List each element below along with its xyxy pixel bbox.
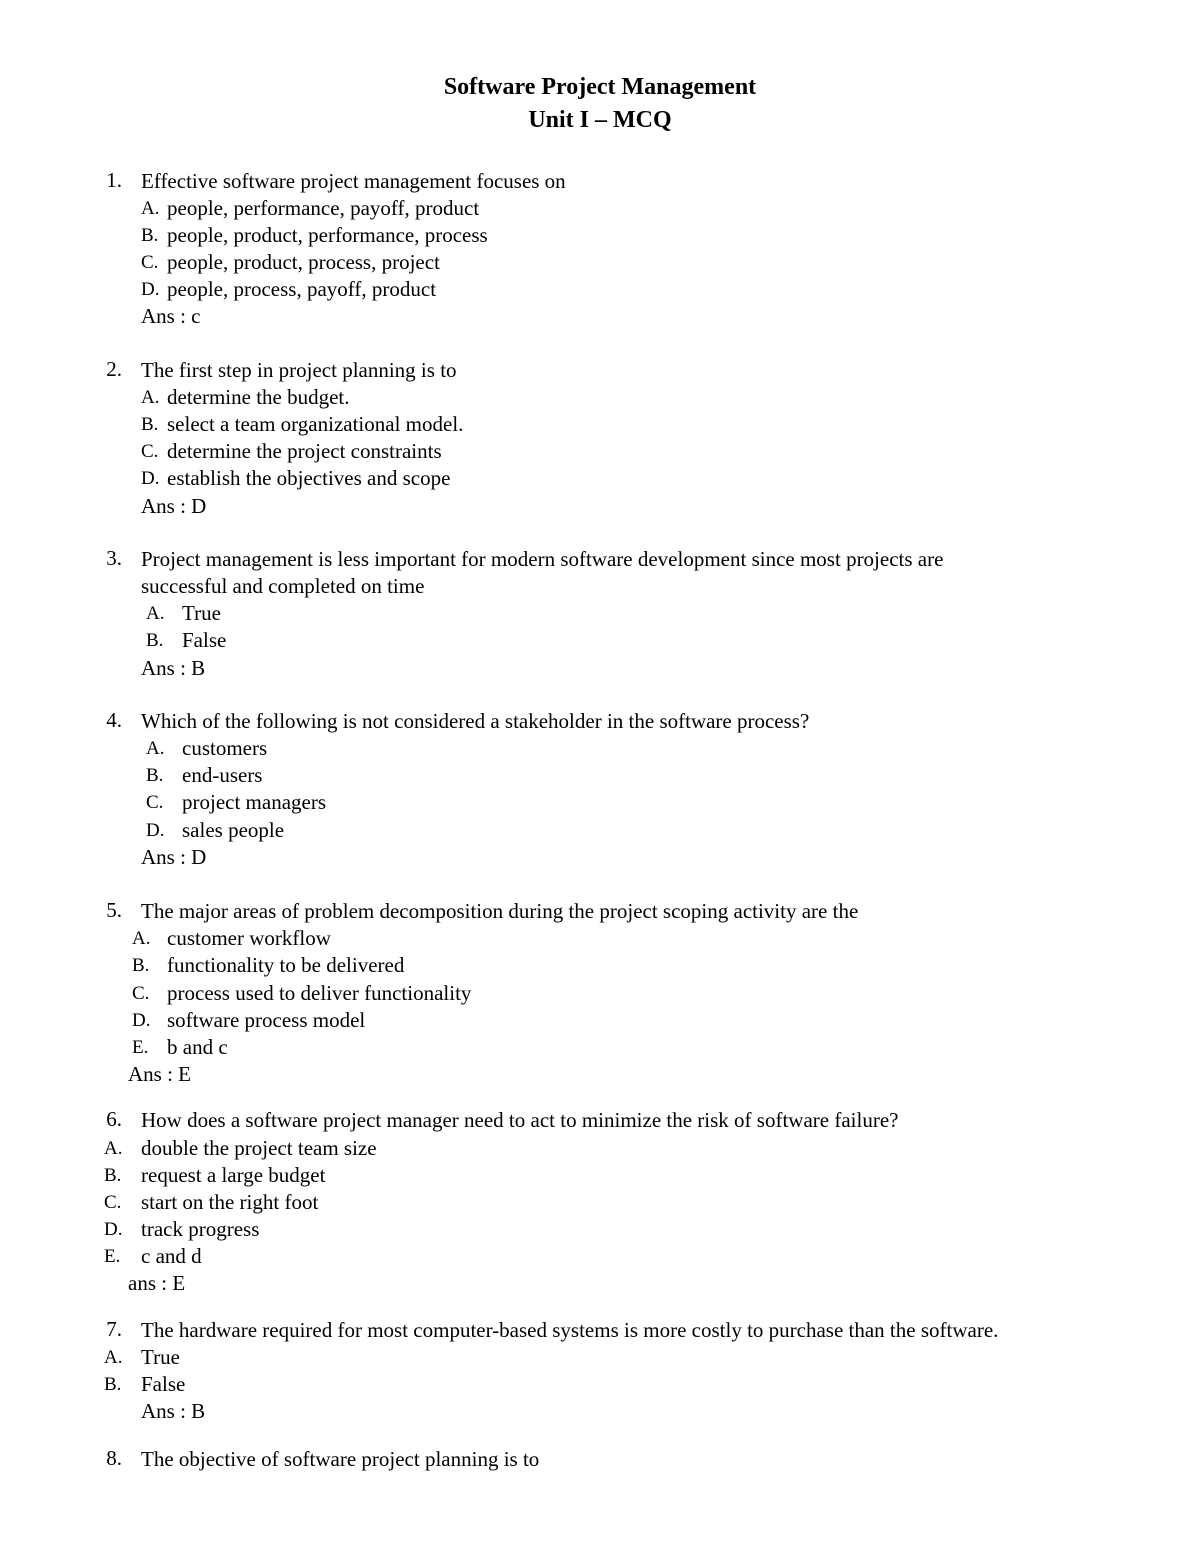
question-text: The hardware required for most computer-based systems is more costly to purchase than the software. xyxy=(141,1318,999,1342)
option-text: software process model xyxy=(167,1008,366,1032)
option-text: process used to deliver functionality xyxy=(167,981,472,1005)
option-letter: C. xyxy=(132,983,150,1004)
option-text: project managers xyxy=(182,790,327,814)
option-letter: D. xyxy=(104,1219,123,1240)
option-letter: B. xyxy=(141,225,159,246)
question-text: Effective software project management focuses on xyxy=(141,169,566,193)
option-letter: E. xyxy=(132,1037,149,1058)
option-letter: A. xyxy=(141,198,160,219)
question-text: The major areas of problem decomposition during the project scoping activity are the xyxy=(141,899,859,923)
option-text: double the project team size xyxy=(141,1136,377,1160)
option-text: people, process, payoff, product xyxy=(167,277,437,301)
option-letter: D. xyxy=(146,820,165,841)
answer-text: Ans : D xyxy=(141,494,207,518)
option-text: select a team organizational model. xyxy=(167,412,464,436)
answer-text: Ans : D xyxy=(141,845,207,869)
answer-text: Ans : B xyxy=(141,656,206,680)
option-letter: E. xyxy=(104,1246,121,1267)
question-number: 3. xyxy=(106,546,122,570)
option-text: track progress xyxy=(141,1217,260,1241)
option-letter: C. xyxy=(146,792,164,813)
question-number: 5. xyxy=(106,898,122,922)
question-number: 1. xyxy=(106,168,122,192)
question-text: The first step in project planning is to xyxy=(141,358,457,382)
option-text: people, performance, payoff, product xyxy=(167,196,480,220)
document-subtitle: Unit I – MCQ xyxy=(528,107,672,133)
document-title: Software Project Management xyxy=(443,74,757,100)
option-letter: B. xyxy=(104,1165,122,1186)
option-letter: A. xyxy=(132,928,151,949)
answer-text: Ans : c xyxy=(141,304,201,328)
option-letter: B. xyxy=(104,1374,122,1395)
option-text: sales people xyxy=(182,818,285,842)
option-text: True xyxy=(182,601,221,625)
option-text: request a large budget xyxy=(141,1163,326,1187)
option-text: people, product, performance, process xyxy=(167,223,488,247)
option-text: True xyxy=(141,1345,180,1369)
question-text: The objective of software project planning is to xyxy=(141,1447,540,1471)
option-letter: D. xyxy=(132,1010,151,1031)
question-number: 8. xyxy=(106,1446,122,1470)
answer-text: Ans : B xyxy=(141,1399,206,1423)
option-text: end-users xyxy=(182,763,263,787)
question-text: How does a software project manager need to act to minimize the risk of software failure? xyxy=(141,1108,899,1132)
question-text: Which of the following is not considered a stakeholder in the software process? xyxy=(141,709,810,733)
option-letter: B. xyxy=(132,955,150,976)
option-text: determine the budget. xyxy=(167,385,350,409)
option-letter: A. xyxy=(104,1138,123,1159)
option-letter: A. xyxy=(104,1347,123,1368)
option-text: start on the right foot xyxy=(141,1190,319,1214)
option-text: customers xyxy=(182,736,268,760)
option-text: determine the project constraints xyxy=(167,439,442,463)
answer-text: ans : E xyxy=(128,1271,186,1295)
question-text: Project management is less important for modern software development since most projects are xyxy=(141,547,944,571)
option-text: customer workflow xyxy=(167,926,331,950)
option-text: False xyxy=(141,1372,186,1396)
option-letter: A. xyxy=(146,603,165,624)
option-letter: A. xyxy=(146,738,165,759)
option-text: False xyxy=(182,628,227,652)
question-text-continued: successful and completed on time xyxy=(141,574,425,598)
option-letter: A. xyxy=(141,387,160,408)
option-text: functionality to be delivered xyxy=(167,953,405,977)
option-letter: B. xyxy=(146,765,164,786)
option-letter: C. xyxy=(141,252,159,273)
answer-text: Ans : E xyxy=(128,1062,191,1086)
option-text: people, product, process, project xyxy=(167,250,440,274)
option-text: b and c xyxy=(167,1035,228,1059)
question-number: 4. xyxy=(106,708,122,732)
option-letter: C. xyxy=(141,441,159,462)
option-text: establish the objectives and scope xyxy=(167,466,451,490)
option-letter: B. xyxy=(146,630,164,651)
option-text: c and d xyxy=(141,1244,202,1268)
question-number: 7. xyxy=(106,1317,122,1341)
question-number: 2. xyxy=(106,357,122,381)
option-letter: D. xyxy=(141,279,160,300)
option-letter: D. xyxy=(141,468,160,489)
option-letter: B. xyxy=(141,414,159,435)
option-letter: C. xyxy=(104,1192,122,1213)
question-number: 6. xyxy=(106,1107,122,1131)
